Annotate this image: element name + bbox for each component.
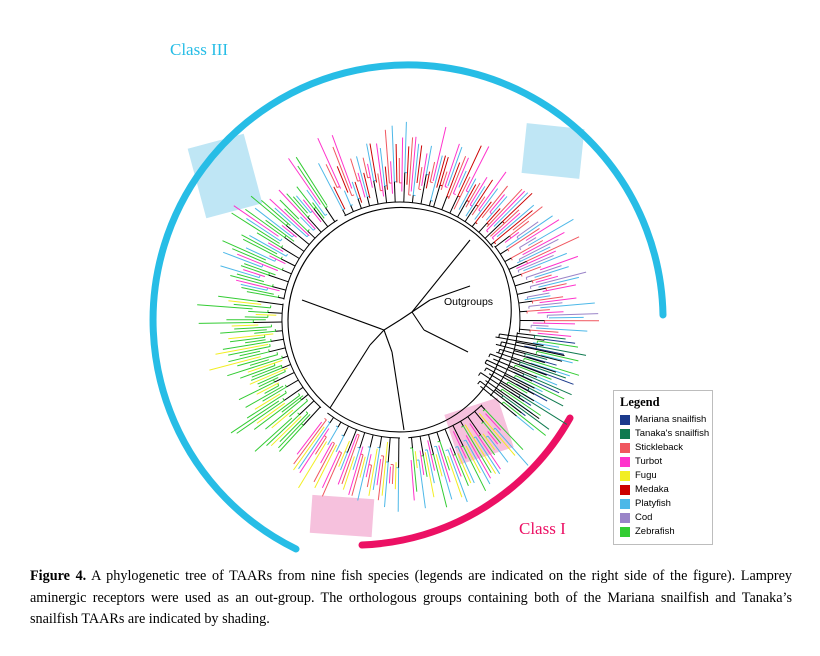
legend-label: Platyfish	[635, 497, 671, 509]
legend-label: Zebrafish	[635, 525, 675, 537]
tree-backbone	[288, 207, 511, 432]
legend-label: Mariana snailfish	[635, 413, 707, 425]
legend-item	[620, 413, 707, 426]
legend-item	[620, 511, 707, 524]
legend-color-swatch	[620, 499, 630, 509]
legend-color-swatch	[620, 415, 630, 425]
legend-color-swatch	[620, 485, 630, 495]
legend-item	[620, 469, 707, 482]
legend-label: Turbot	[635, 455, 663, 467]
legend-item	[620, 483, 707, 496]
legend-label: Fugu	[635, 469, 657, 481]
figure-number: Figure 4.	[30, 568, 87, 584]
figure-caption	[30, 566, 792, 631]
legend-label: Medaka	[635, 483, 669, 495]
class-i-label: Class I	[519, 519, 566, 538]
legend-color-swatch	[620, 513, 630, 523]
outgroups-label: Outgroups	[444, 296, 494, 308]
legend-items	[620, 413, 710, 538]
legend-item	[620, 427, 710, 440]
legend-item	[620, 441, 707, 454]
legend-title: Legend	[620, 395, 660, 409]
legend-item	[620, 525, 707, 538]
class-iii-label: Class III	[170, 40, 229, 59]
legend-label: Tanaka's snailfish	[635, 427, 710, 439]
legend-color-swatch	[620, 443, 630, 453]
legend-label: Stickleback	[635, 441, 684, 453]
legend-color-swatch	[620, 527, 630, 537]
legend-panel	[613, 390, 713, 545]
legend-label: Cod	[635, 511, 653, 523]
legend-color-swatch	[620, 457, 630, 467]
legend-item	[620, 455, 707, 468]
legend-color-swatch	[620, 429, 630, 439]
legend-color-swatch	[620, 471, 630, 481]
legend-item	[620, 497, 707, 510]
caption-text: A phylogenetic tree of TAARs from nine fish species (legends are indicated on the right side of the figure). Lamprey aminergic receptors were used as an out-group. The orthologous groups containing both of the Mariana snailfish and Tanaka’s snailfish TAARs are indicated by shading.	[30, 568, 792, 628]
